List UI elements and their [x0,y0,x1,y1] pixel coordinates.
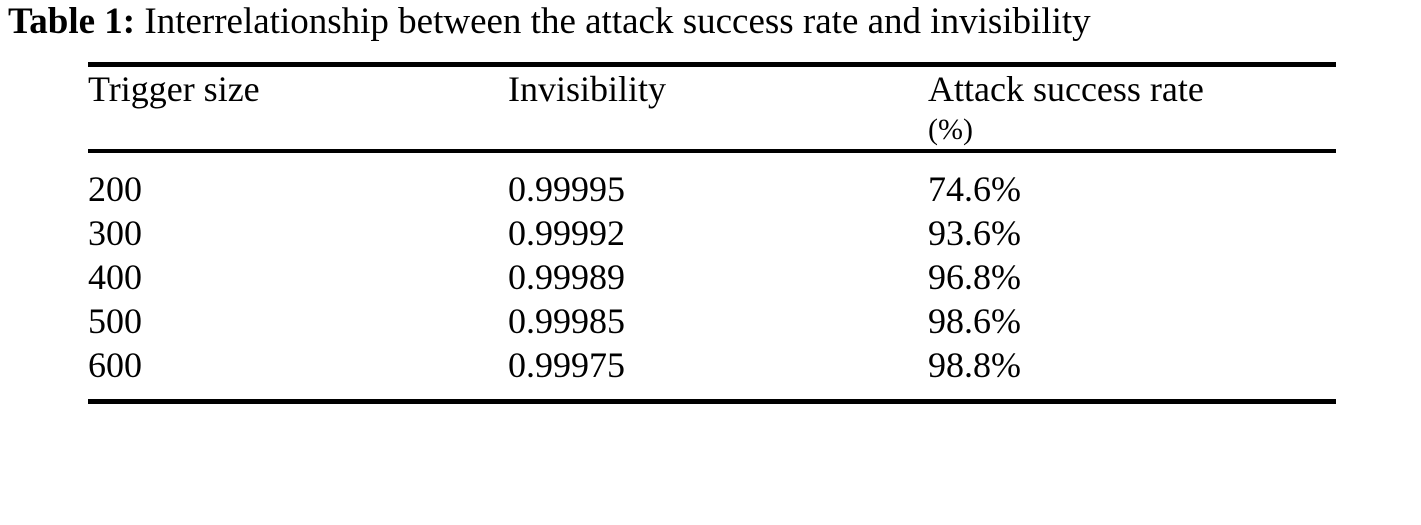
cell-attack-success-rate: 98.8% [928,345,1021,385]
cell-attack-success-rate: 74.6% [928,169,1021,209]
cell-trigger-size: 600 [88,345,142,385]
column-header-attack-success-rate [928,67,1336,151]
cell-attack-success-rate: 93.6% [928,213,1021,253]
cell-invisibility: 0.99989 [508,257,625,297]
table-row [88,299,1336,343]
cell-invisibility: 0.99992 [508,213,625,253]
cell-trigger-size: 500 [88,301,142,341]
cell-invisibility: 0.99985 [508,301,625,341]
cell-trigger-size: 200 [88,169,142,209]
table-rule-bottom [88,402,1336,405]
rule-cell [508,402,928,405]
cell-trigger-size: 300 [88,213,142,253]
column-header-trigger-size [88,67,508,151]
table-caption [8,0,1413,44]
cell-attack-success-rate: 98.6% [928,301,1021,341]
column-header-trigger-size-label: Trigger size [88,69,260,109]
table-row [88,255,1336,299]
cell-invisibility: 0.99995 [508,169,625,209]
results-table [88,62,1336,404]
caption-label: Table 1: [8,1,136,42]
column-header-attack-success-rate-unit: (%) [928,113,973,146]
table-row [88,343,1336,402]
cell-invisibility: 0.99975 [508,345,625,385]
caption-text: Interrelationship between the attack success rate and invisibility [144,1,1091,42]
rule-cell [88,402,508,405]
table-header-row [88,67,1336,151]
cell-trigger-size: 400 [88,257,142,297]
column-header-invisibility-label: Invisibility [508,69,667,109]
table-row [88,153,1336,211]
cell-attack-success-rate: 96.8% [928,257,1021,297]
rule-cell [928,402,1336,405]
column-header-attack-success-rate-label: Attack success rate [928,69,1204,109]
column-header-invisibility [508,67,928,151]
table-row [88,211,1336,255]
